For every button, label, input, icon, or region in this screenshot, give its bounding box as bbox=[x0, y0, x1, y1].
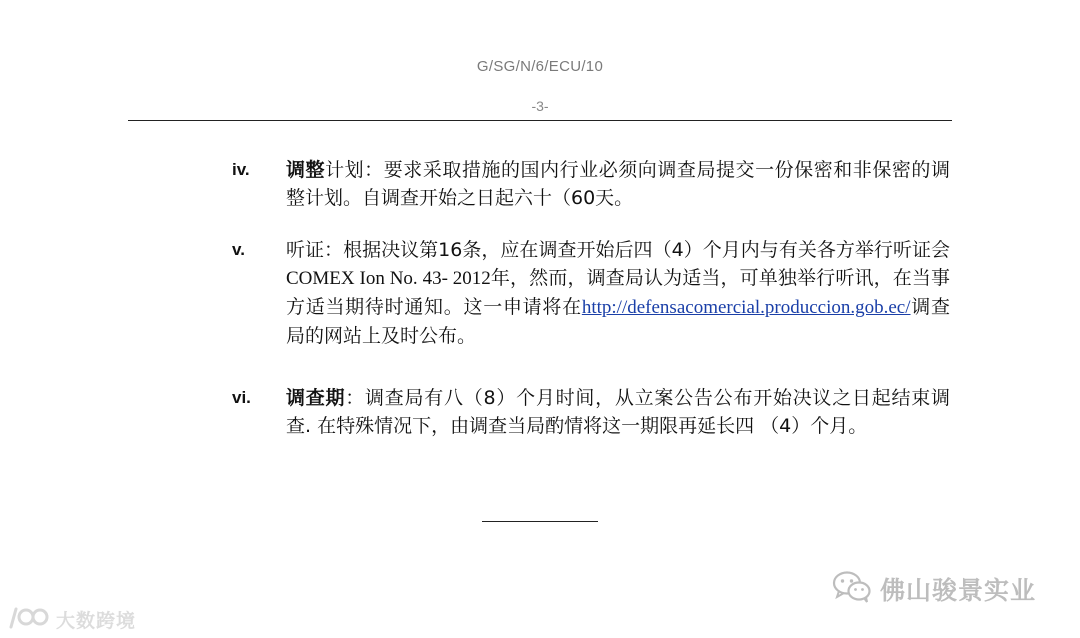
watermark-text: 佛山骏景实业 bbox=[880, 576, 1037, 605]
item-body bbox=[286, 156, 950, 212]
item-body bbox=[286, 236, 950, 350]
item-text-latin: COMEX Ion No. 43- 2012 bbox=[286, 268, 491, 289]
item-body bbox=[286, 384, 950, 440]
item-text: ：调查局有八（8）个月时间，从立案公告公布开始决议之日起结束调查. 在特殊情况下，由调查当局酌情将这一期限再延长四 （4）个月。 bbox=[286, 387, 950, 437]
wechat-icon bbox=[832, 570, 872, 608]
document-symbol: G/SG/N/6/ECU/10 bbox=[476, 58, 604, 75]
item-term: 调查期 bbox=[286, 387, 346, 409]
item-marker: vi. bbox=[232, 388, 251, 407]
header-divider bbox=[128, 120, 952, 121]
end-divider bbox=[482, 521, 598, 522]
item-text: 调查局的网站上及时公布。 bbox=[286, 296, 950, 347]
watermark-junjing bbox=[832, 570, 1036, 608]
watermark-text: 大数跨境 bbox=[56, 609, 137, 632]
logo-mark-icon bbox=[8, 603, 50, 635]
watermark-dashu bbox=[8, 603, 136, 635]
website-link[interactable]: http://defensacomercial.produccion.gob.ec/ bbox=[581, 297, 911, 318]
item-marker: iv. bbox=[232, 160, 250, 179]
item-marker: v. bbox=[232, 240, 245, 259]
page-number: -3- bbox=[531, 98, 549, 114]
item-term: 调整 bbox=[286, 159, 326, 181]
item-text: 计划：要求采取措施的国内行业必须向调查局提交一份保密和非保密的调整计划。自调查开始之日起六十（60天。 bbox=[286, 159, 950, 209]
item-text: 听证：根据决议第16条，应在调查开始后四（4）个月内与有关各方举行听证会 bbox=[286, 239, 950, 261]
item-text: 年，然而，调查局认为适当，可单独举行听讯，在当事方适当期待时通知。这一申请将在 bbox=[286, 267, 950, 318]
